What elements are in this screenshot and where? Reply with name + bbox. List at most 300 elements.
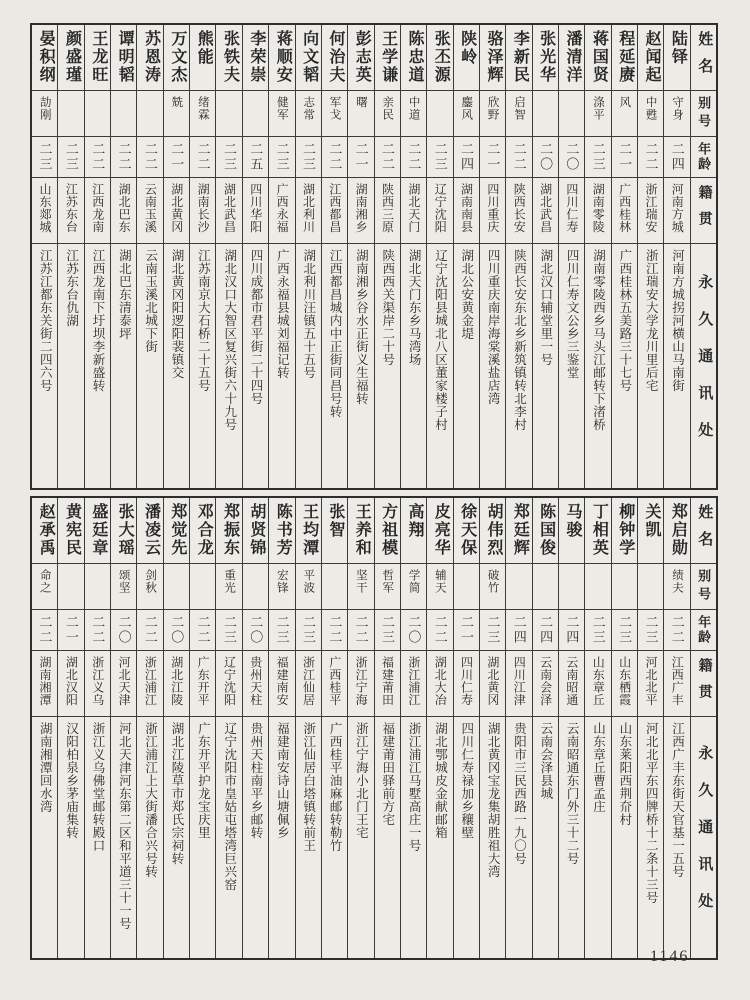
name-cell-text: 王学谦 (379, 30, 397, 84)
alias-cell (190, 91, 215, 137)
address-cell-text: 四川成都市君平街二十四号 (249, 249, 264, 405)
address-cell (559, 244, 584, 488)
name-cell-text: 郑觉先 (168, 503, 186, 557)
name-cell (216, 25, 241, 91)
registry-table-top (30, 23, 718, 490)
origin-cell (322, 178, 347, 244)
name-cell-text: 颜盛瑾 (63, 30, 81, 84)
age-cell-text: 二二 (90, 142, 106, 172)
name-cell-text: 柳钟学 (616, 503, 634, 557)
address-cell-text: 湖北汉口大智区复兴街六十九号 (222, 249, 237, 431)
name-cell (612, 498, 637, 564)
age-cell-text: 二三 (643, 615, 659, 645)
alias-cell (480, 564, 505, 610)
name-cell-text: 王龙旺 (89, 30, 107, 84)
age-cell (296, 610, 321, 651)
alias-cell-text: 劼刚 (38, 96, 51, 121)
origin-cell (533, 178, 558, 244)
age-cell (190, 137, 215, 178)
alias-cell (243, 564, 268, 610)
origin-cell-text: 福建莆田 (380, 656, 395, 706)
age-cell-text: 二二 (432, 615, 448, 645)
age-cell-text: 二三 (37, 142, 53, 172)
entry-column (321, 498, 347, 958)
origin-cell (58, 178, 83, 244)
name-cell (216, 498, 241, 564)
name-cell (269, 25, 294, 91)
name-cell (322, 25, 347, 91)
origin-cell-text: 广东开平 (196, 656, 211, 706)
alias-cell (243, 91, 268, 137)
name-cell (612, 25, 637, 91)
registry-table-bottom (30, 496, 718, 960)
name-cell (111, 498, 136, 564)
age-cell-text: 二〇 (116, 615, 132, 645)
age-cell (375, 137, 400, 178)
alias-cell (427, 91, 452, 137)
age-cell-text: 二一 (63, 615, 79, 645)
address-cell-text: 贵阳市三民西路一九〇号 (512, 722, 527, 865)
name-cell-text: 胡伟烈 (484, 503, 502, 557)
alias-cell-text: 学简 (407, 569, 420, 594)
origin-cell (296, 651, 321, 717)
address-cell (585, 717, 610, 958)
address-cell (427, 244, 452, 488)
age-cell (585, 137, 610, 178)
name-cell (58, 498, 83, 564)
name-cell (164, 498, 189, 564)
name-cell-text: 郑启勋 (669, 503, 687, 557)
age-cell-text: 二三 (274, 615, 290, 645)
entry-column (242, 498, 268, 958)
name-cell (58, 25, 83, 91)
name-cell-text: 何治夫 (326, 30, 344, 84)
name-cell-text: 陆铎 (669, 30, 687, 66)
header-origin-text: 籍贯 (696, 184, 712, 237)
age-cell-text: 二三 (590, 142, 606, 172)
name-cell-text: 盛廷章 (89, 503, 107, 557)
address-cell (375, 244, 400, 488)
age-cell (322, 610, 347, 651)
entry-column (637, 498, 663, 958)
age-cell (401, 610, 426, 651)
entry-column (400, 25, 426, 488)
address-cell-text: 河北北平东四牌桥十二条十三号 (644, 722, 659, 904)
address-cell-text: 山东莱阳西荆夼村 (617, 722, 632, 826)
name-cell-text: 陈国俊 (537, 503, 555, 557)
origin-cell-text: 湖南湘乡 (354, 183, 369, 233)
address-cell-text: 江西广丰东街天官基一五号 (670, 722, 685, 878)
address-cell-text: 云南昭通东门外三十二号 (565, 722, 580, 865)
name-cell-text: 蒋顺安 (274, 30, 292, 84)
address-cell-text: 四川仁寿文公乡三鉴堂 (565, 249, 580, 379)
address-cell (322, 244, 347, 488)
header-name (691, 25, 716, 91)
origin-cell-text: 湖南零陵 (591, 183, 606, 233)
name-cell (480, 498, 505, 564)
origin-cell-text: 陕西三原 (380, 183, 395, 233)
origin-cell (190, 178, 215, 244)
alias-cell (111, 564, 136, 610)
origin-cell-text: 河南方城 (670, 183, 685, 233)
alias-cell (269, 91, 294, 137)
origin-cell-text: 湖南湘潭 (38, 656, 53, 706)
origin-cell-text: 辽宁沈阳 (222, 656, 237, 706)
origin-cell-text: 四川仁寿 (459, 656, 474, 706)
origin-cell-text: 山东栖霞 (617, 656, 632, 706)
address-cell (216, 244, 241, 488)
name-cell (269, 498, 294, 564)
origin-cell (348, 178, 373, 244)
age-cell-text: 二二 (669, 615, 685, 645)
address-cell (137, 717, 162, 958)
alias-cell (32, 91, 57, 137)
age-cell-text: 二三 (485, 615, 501, 645)
entry-column (110, 498, 136, 958)
origin-cell (164, 651, 189, 717)
age-cell (32, 137, 57, 178)
alias-cell-text: 中甦 (644, 96, 657, 121)
address-cell-text: 湖北利川汪镇五十五号 (301, 249, 316, 379)
origin-cell (427, 651, 452, 717)
header-column (690, 25, 716, 488)
age-cell (216, 137, 241, 178)
alias-cell (269, 564, 294, 610)
entry-column (268, 498, 294, 958)
age-cell-text: 二一 (485, 142, 501, 172)
name-cell (85, 25, 110, 91)
alias-cell (375, 91, 400, 137)
name-cell-text: 彭志英 (353, 30, 371, 84)
age-cell (243, 137, 268, 178)
address-cell-text: 广西永福县城刘福记转 (275, 249, 290, 379)
age-cell (137, 137, 162, 178)
header-alias (691, 91, 716, 137)
age-cell (322, 137, 347, 178)
age-cell (427, 610, 452, 651)
alias-cell-text: 绩夫 (671, 569, 684, 594)
header-age (691, 610, 716, 651)
origin-cell (296, 178, 321, 244)
header-address-text: 永久通讯处 (696, 273, 713, 459)
alias-cell-text: 欣野 (486, 96, 499, 121)
age-cell (664, 610, 689, 651)
origin-cell (401, 178, 426, 244)
entry-column (136, 498, 162, 958)
entry-column (611, 25, 637, 488)
age-cell (348, 137, 373, 178)
age-cell (559, 137, 584, 178)
header-alias-text: 别号 (696, 568, 712, 605)
alias-cell (480, 91, 505, 137)
alias-cell-text: 平波 (302, 569, 315, 594)
address-cell (401, 244, 426, 488)
name-cell (375, 498, 400, 564)
age-cell-text: 二三 (590, 615, 606, 645)
address-cell-text: 浙江义乌佛堂邮转殿口 (90, 722, 105, 852)
name-cell (401, 25, 426, 91)
alias-cell (454, 91, 479, 137)
origin-cell (638, 178, 663, 244)
name-cell-text: 邓合龙 (195, 503, 213, 557)
origin-cell (269, 651, 294, 717)
address-cell-text: 湖北江陵草市郑氏宗祠转 (170, 722, 185, 865)
page-number: 1146 (650, 948, 690, 965)
origin-cell-text: 湖北江陵 (169, 656, 184, 706)
address-cell (533, 717, 558, 958)
entry-column (663, 498, 689, 958)
header-name (691, 498, 716, 564)
name-cell (454, 25, 479, 91)
name-cell (559, 498, 584, 564)
address-cell-text: 辽宁沈阳县城北八区董家楼子村 (433, 249, 448, 431)
name-cell (85, 498, 110, 564)
address-cell-text: 湖南零陵西乡马头江邮转下渚桥 (591, 249, 606, 431)
age-cell (32, 610, 57, 651)
name-cell (190, 25, 215, 91)
age-cell (454, 610, 479, 651)
age-cell-text: 二五 (248, 142, 264, 172)
name-cell (243, 498, 268, 564)
address-cell (32, 244, 57, 488)
alias-cell (164, 564, 189, 610)
age-cell (58, 137, 83, 178)
entry-column (453, 498, 479, 958)
origin-cell (401, 651, 426, 717)
age-cell-text: 二三 (300, 142, 316, 172)
address-cell-text: 浙江浦江上大街潘合兴号转 (143, 722, 158, 878)
address-cell (427, 717, 452, 958)
address-cell (216, 717, 241, 958)
origin-cell (375, 651, 400, 717)
origin-cell (216, 651, 241, 717)
entry-column (426, 25, 452, 488)
name-cell-text: 李荣崇 (247, 30, 265, 84)
age-cell-text: 二三 (274, 142, 290, 172)
alias-cell (296, 564, 321, 610)
address-cell-text: 江苏东台仇湖 (64, 249, 79, 327)
address-cell (638, 717, 663, 958)
age-cell-text: 二〇 (406, 615, 422, 645)
alias-cell (348, 564, 373, 610)
address-cell (32, 717, 57, 958)
address-cell-text: 湖南湘潭回水湾 (38, 722, 53, 813)
alias-cell-text: 涤平 (591, 96, 604, 121)
address-cell-text: 江西龙南下圩坝李新盛转 (90, 249, 105, 392)
header-alias-text: 别号 (696, 95, 712, 132)
alias-cell (559, 91, 584, 137)
age-cell-text: 二二 (327, 142, 343, 172)
entry-column (268, 25, 294, 488)
address-cell-text: 四川仁寿禄加乡穰壁 (459, 722, 474, 839)
age-cell-text: 二四 (459, 142, 475, 172)
alias-cell (375, 564, 400, 610)
age-cell-text: 二二 (327, 615, 343, 645)
age-cell-text: 二三 (63, 142, 79, 172)
alias-cell-text: 鏖风 (460, 96, 473, 121)
age-cell (638, 137, 663, 178)
name-cell (322, 498, 347, 564)
address-cell (585, 244, 610, 488)
name-cell (137, 25, 162, 91)
address-cell-text: 广西桂平油麻邮转勒竹 (328, 722, 343, 852)
header-name-text: 姓名 (696, 503, 713, 558)
alias-cell (638, 91, 663, 137)
origin-cell-text: 河北北平 (643, 656, 658, 706)
origin-cell (427, 178, 452, 244)
address-cell (243, 717, 268, 958)
alias-cell (612, 91, 637, 137)
alias-cell-text: 中道 (407, 96, 420, 121)
address-cell (85, 244, 110, 488)
address-cell-text: 汉阳柏泉乡茅庙集转 (64, 722, 79, 839)
alias-cell (85, 91, 110, 137)
alias-cell (32, 564, 57, 610)
origin-cell (111, 178, 136, 244)
header-age-text: 年龄 (696, 142, 712, 172)
alias-cell (585, 564, 610, 610)
alias-cell-text: 宏锋 (275, 569, 288, 594)
age-cell-text: 二一 (169, 142, 185, 172)
entry-column (584, 498, 610, 958)
name-cell (32, 25, 57, 91)
origin-cell-text: 河北天津 (117, 656, 132, 706)
entry-column (558, 25, 584, 488)
origin-cell (216, 178, 241, 244)
address-cell-text: 云南玉溪北城下街 (143, 249, 158, 353)
age-cell (612, 137, 637, 178)
entry-column (295, 498, 321, 958)
origin-cell-text: 四川重庆 (485, 183, 500, 233)
entry-column (479, 498, 505, 958)
address-cell (243, 244, 268, 488)
alias-cell (348, 91, 373, 137)
name-cell (664, 25, 689, 91)
entry-column (558, 498, 584, 958)
origin-cell-text: 浙江仙居 (301, 656, 316, 706)
entry-column (532, 498, 558, 958)
age-cell (111, 137, 136, 178)
age-cell (664, 137, 689, 178)
alias-cell (585, 91, 610, 137)
name-cell (506, 25, 531, 91)
age-cell (612, 610, 637, 651)
age-cell (111, 610, 136, 651)
entry-column (663, 25, 689, 488)
name-cell-text: 马骏 (564, 503, 581, 539)
address-cell (401, 717, 426, 958)
name-cell-text: 郑廷辉 (511, 503, 529, 557)
age-cell-text: 二〇 (564, 142, 580, 172)
address-cell-text: 福建莆田驿前方宅 (380, 722, 395, 826)
name-cell-text: 陈忠道 (405, 30, 423, 84)
address-cell-text: 湖北黄冈阳逻阳裴镇交 (170, 249, 185, 379)
age-cell-text: 二二 (643, 142, 659, 172)
origin-cell-text: 湖北天门 (406, 183, 421, 233)
origin-cell (243, 178, 268, 244)
origin-cell (506, 651, 531, 717)
name-cell-text: 熊能 (195, 30, 213, 66)
header-alias (691, 564, 716, 610)
age-cell (269, 137, 294, 178)
alias-cell-text: 剑秋 (144, 569, 157, 594)
address-cell (58, 717, 83, 958)
alias-cell-text: 曙 (354, 96, 367, 109)
name-cell-text: 丁相英 (590, 503, 608, 557)
address-cell-text: 江苏江都东关街二四六号 (38, 249, 53, 392)
address-cell-text: 湖北巴东清泰坪 (117, 249, 132, 340)
address-cell (454, 244, 479, 488)
entry-column (32, 498, 57, 958)
entry-column (163, 25, 189, 488)
name-cell-text: 徐天保 (458, 503, 476, 557)
origin-cell-text: 江西广丰 (670, 656, 685, 706)
address-cell (454, 717, 479, 958)
address-cell-text: 江西都昌城内中正街同昌号转 (328, 249, 343, 418)
age-cell (480, 610, 505, 651)
origin-cell (58, 651, 83, 717)
origin-cell-text: 江西龙南 (90, 183, 105, 233)
entry-column (215, 498, 241, 958)
origin-cell-text: 四川华阳 (248, 183, 263, 233)
alias-cell (454, 564, 479, 610)
origin-cell (190, 651, 215, 717)
alias-cell (401, 564, 426, 610)
age-cell-text: 二二 (195, 615, 211, 645)
address-cell-text: 湖北汉口辅堂里一号 (538, 249, 553, 366)
header-age (691, 137, 716, 178)
age-cell-text: 二一 (353, 142, 369, 172)
origin-cell-text: 湖北大冶 (433, 656, 448, 706)
origin-cell (85, 651, 110, 717)
header-origin (691, 651, 716, 717)
origin-cell-text: 贵州天柱 (248, 656, 263, 706)
name-cell (243, 25, 268, 91)
age-cell (585, 610, 610, 651)
origin-cell (585, 651, 610, 717)
age-cell-text: 二三 (221, 142, 237, 172)
entry-column (163, 498, 189, 958)
name-cell (533, 498, 558, 564)
alias-cell (216, 564, 241, 610)
alias-cell-text: 风 (618, 96, 631, 109)
origin-cell (243, 651, 268, 717)
address-cell (612, 717, 637, 958)
entry-column (110, 25, 136, 488)
entry-column (242, 25, 268, 488)
entry-column (374, 498, 400, 958)
alias-cell (322, 564, 347, 610)
age-cell (506, 137, 531, 178)
age-cell (269, 610, 294, 651)
name-cell (190, 498, 215, 564)
origin-cell-text: 辽宁沈阳 (433, 183, 448, 233)
address-cell (111, 244, 136, 488)
alias-cell-text: 重光 (223, 569, 236, 594)
origin-cell (164, 178, 189, 244)
alias-cell (137, 91, 162, 137)
name-cell (348, 498, 373, 564)
address-cell (269, 717, 294, 958)
alias-cell-text: 兟 (170, 96, 183, 109)
age-cell (164, 137, 189, 178)
entry-column (295, 25, 321, 488)
age-cell-text: 二二 (195, 142, 211, 172)
age-cell (190, 610, 215, 651)
address-cell-text: 陕西长安东北乡新筑镇转北李村 (512, 249, 527, 431)
origin-cell-text: 云南昭通 (564, 656, 579, 706)
age-cell (348, 610, 373, 651)
